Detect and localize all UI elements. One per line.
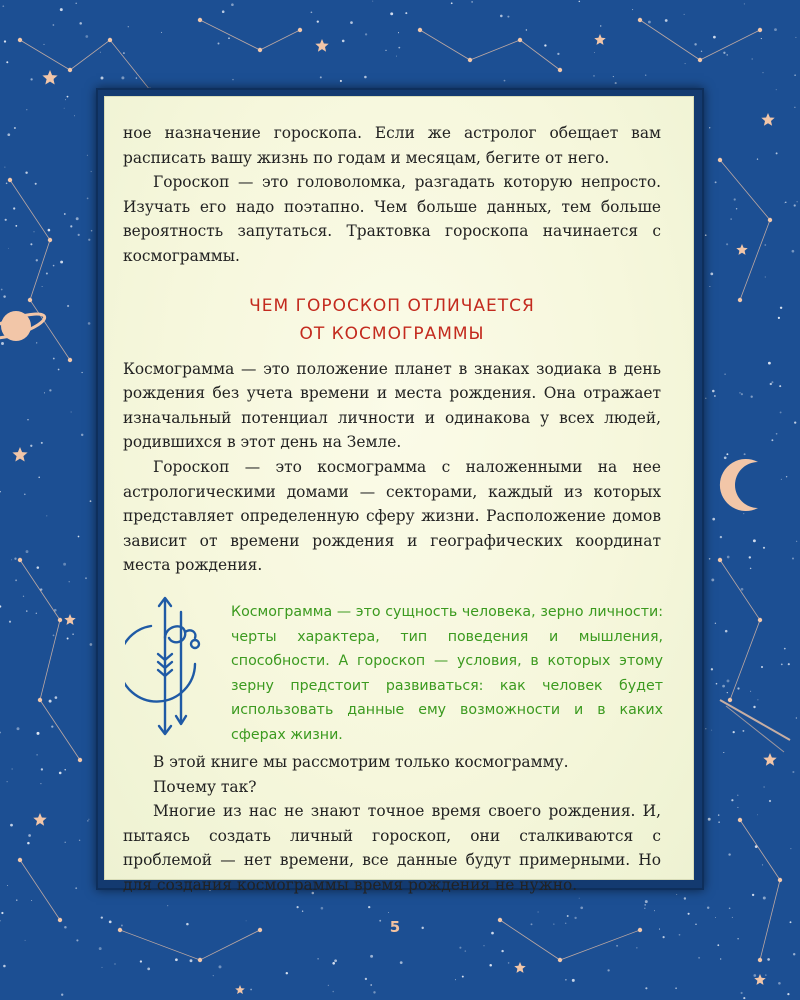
- star-icon: [64, 614, 75, 625]
- callout-text: Космограмма — это сущность человека, зерно личности: черты характера, тип поведения и мышления, способности. А гороскоп — условия, в которых этому зерну предстоит развиваться: как человек будет использовать данные ему возможности и в каких сферах жизни.: [231, 603, 663, 743]
- page-number: 5: [389, 918, 401, 936]
- star-icon: [736, 244, 747, 255]
- paragraph-cosmogram-definition: Космограмма — это положение планет в знаках зодиака в день рождения без учета времени и места рождения. Она отражает изначальный потенциал личности и одинакова у всех людей, родившихся в этот день на Земле.: [123, 359, 661, 452]
- star-icon: [33, 813, 46, 826]
- paragraph-horoscope-puzzle: Гороскоп — это головоломка, разгадать которую непросто. Изучать его надо поэтапно. Чем больше данных, тем больше вероятность запутаться. Трактовка гороскопа начинается с космограммы.: [123, 173, 661, 265]
- crescent-moon-icon: [720, 459, 758, 511]
- star-icon: [315, 39, 328, 52]
- star-icon: [761, 113, 774, 126]
- paragraph-question: Почему так?: [153, 777, 257, 796]
- paragraph-birth-time: Многие из нас не знают точное время своего рождения. И, пытаясь создать личный гороскоп, они сталкиваются с проблемой — нет времени, все данные будут примерными. Но для создания космограммы время рождения не нужно.: [123, 802, 661, 894]
- paragraph-continued: ное назначение гороскопа. Если же астролог обещает вам расписать вашу жизнь по годам и месяцам, бегите от него.: [123, 124, 661, 167]
- section-heading: [123, 292, 661, 348]
- page-text: [123, 121, 661, 897]
- callout-note: [123, 600, 663, 743]
- heading-line-1: ЧЕМ ГОРОСКОП ОТЛИЧАЕТСЯ: [249, 295, 535, 316]
- star-icon: [42, 70, 57, 85]
- star-icon: [514, 962, 525, 973]
- planet-icon: [0, 309, 47, 343]
- heading-line-2: ОТ КОСМОГРАММЫ: [299, 323, 485, 344]
- astrology-glyph-icon: [125, 592, 221, 738]
- paragraph-book-scope: В этой книге мы рассмотрим только космограмму.: [153, 752, 569, 771]
- star-icon: [594, 34, 605, 45]
- star-icon: [763, 753, 776, 766]
- star-icon: [12, 447, 27, 462]
- star-icon: [235, 985, 245, 994]
- paragraph-horoscope-definition: Гороскоп — это космограмма с наложенными на нее астрологическими домами — секторами, каждый из которых представляет определенную сферу жизни. Расположение домов зависит от времени рождения и географических координат места рождения.: [123, 457, 661, 575]
- book-page: [104, 96, 694, 894]
